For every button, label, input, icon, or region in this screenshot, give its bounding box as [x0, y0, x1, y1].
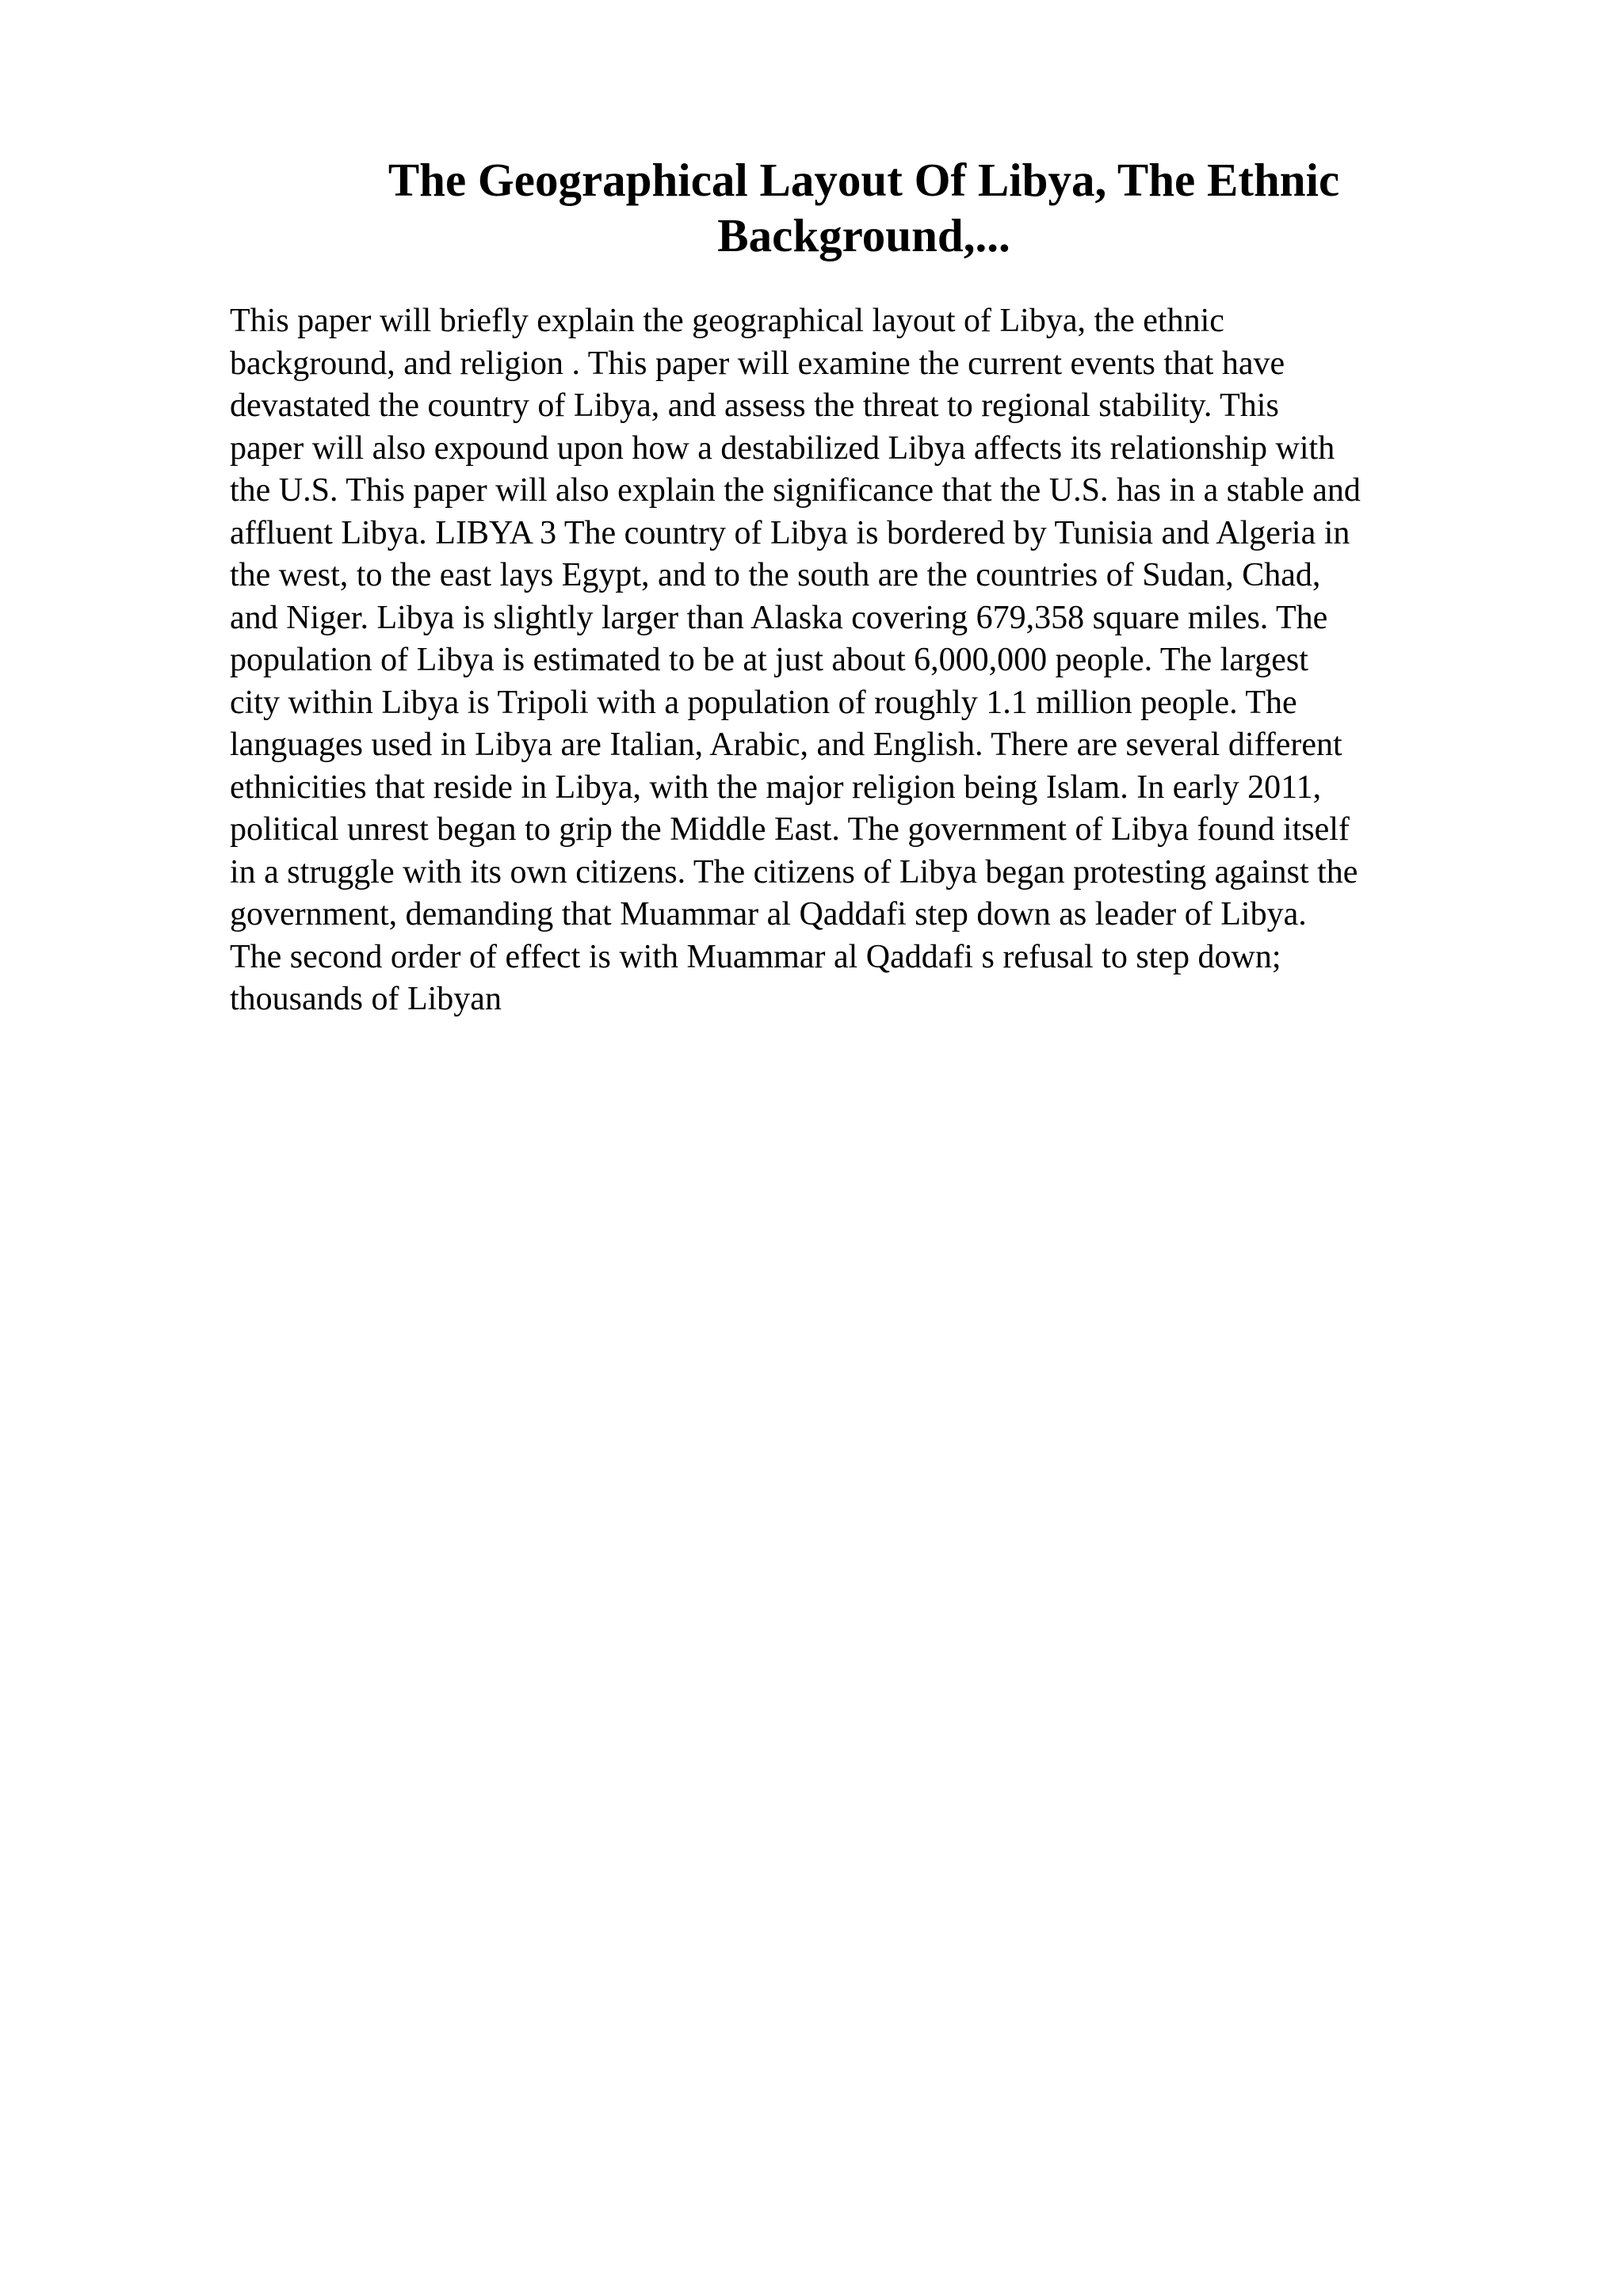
body-line: The second order of effect is with Muammar al Qaddafi s refusal to step down;	[230, 938, 1281, 975]
body-line: population of Libya is estimated to be at just about 6,000,000 people. The largest	[230, 642, 1308, 678]
body-line: thousands of Libyan	[230, 981, 502, 1017]
body-line: affluent Libya. LIBYA 3 The country of Libya is bordered by Tunisia and Algeria in	[230, 514, 1350, 551]
document-title	[230, 152, 1498, 263]
body-line: This paper will briefly explain the geographical layout of Libya, the ethnic	[230, 303, 1224, 339]
body-line: in a struggle with its own citizens. The citizens of Libya began protesting against the	[230, 853, 1358, 891]
body-line: background, and religion . This paper will examine the current events that have	[230, 345, 1285, 382]
body-line: and Niger. Libya is slightly larger than Alaska covering 679,358 square miles. The	[230, 599, 1328, 636]
body-line: political unrest began to grip the Middle East. The government of Libya found itself	[230, 811, 1350, 848]
document-body	[230, 300, 1498, 1021]
title-line: The Geographical Layout Of Libya, The Ethnic	[388, 154, 1340, 206]
title-line: Background,...	[717, 209, 1010, 261]
body-line: the west, to the east lays Egypt, and to the south are the countries of Sudan, Chad,	[230, 557, 1321, 593]
body-line: city within Libya is Tripoli with a population of roughly 1.1 million people. The	[230, 684, 1297, 721]
body-line: devastated the country of Libya, and assess the threat to regional stability. This	[230, 387, 1279, 424]
body-line: languages used in Libya are Italian, Arabic, and English. There are several different	[230, 727, 1342, 763]
body-line: paper will also expound upon how a destabilized Libya affects its relationship with	[230, 429, 1335, 467]
body-line: government, demanding that Muammar al Qaddafi step down as leader of Libya.	[230, 896, 1307, 933]
body-line: the U.S. This paper will also explain the significance that the U.S. has in a stable and	[230, 472, 1361, 509]
body-line: ethnicities that reside in Libya, with the major religion being Islam. In early 2011,	[230, 769, 1322, 806]
